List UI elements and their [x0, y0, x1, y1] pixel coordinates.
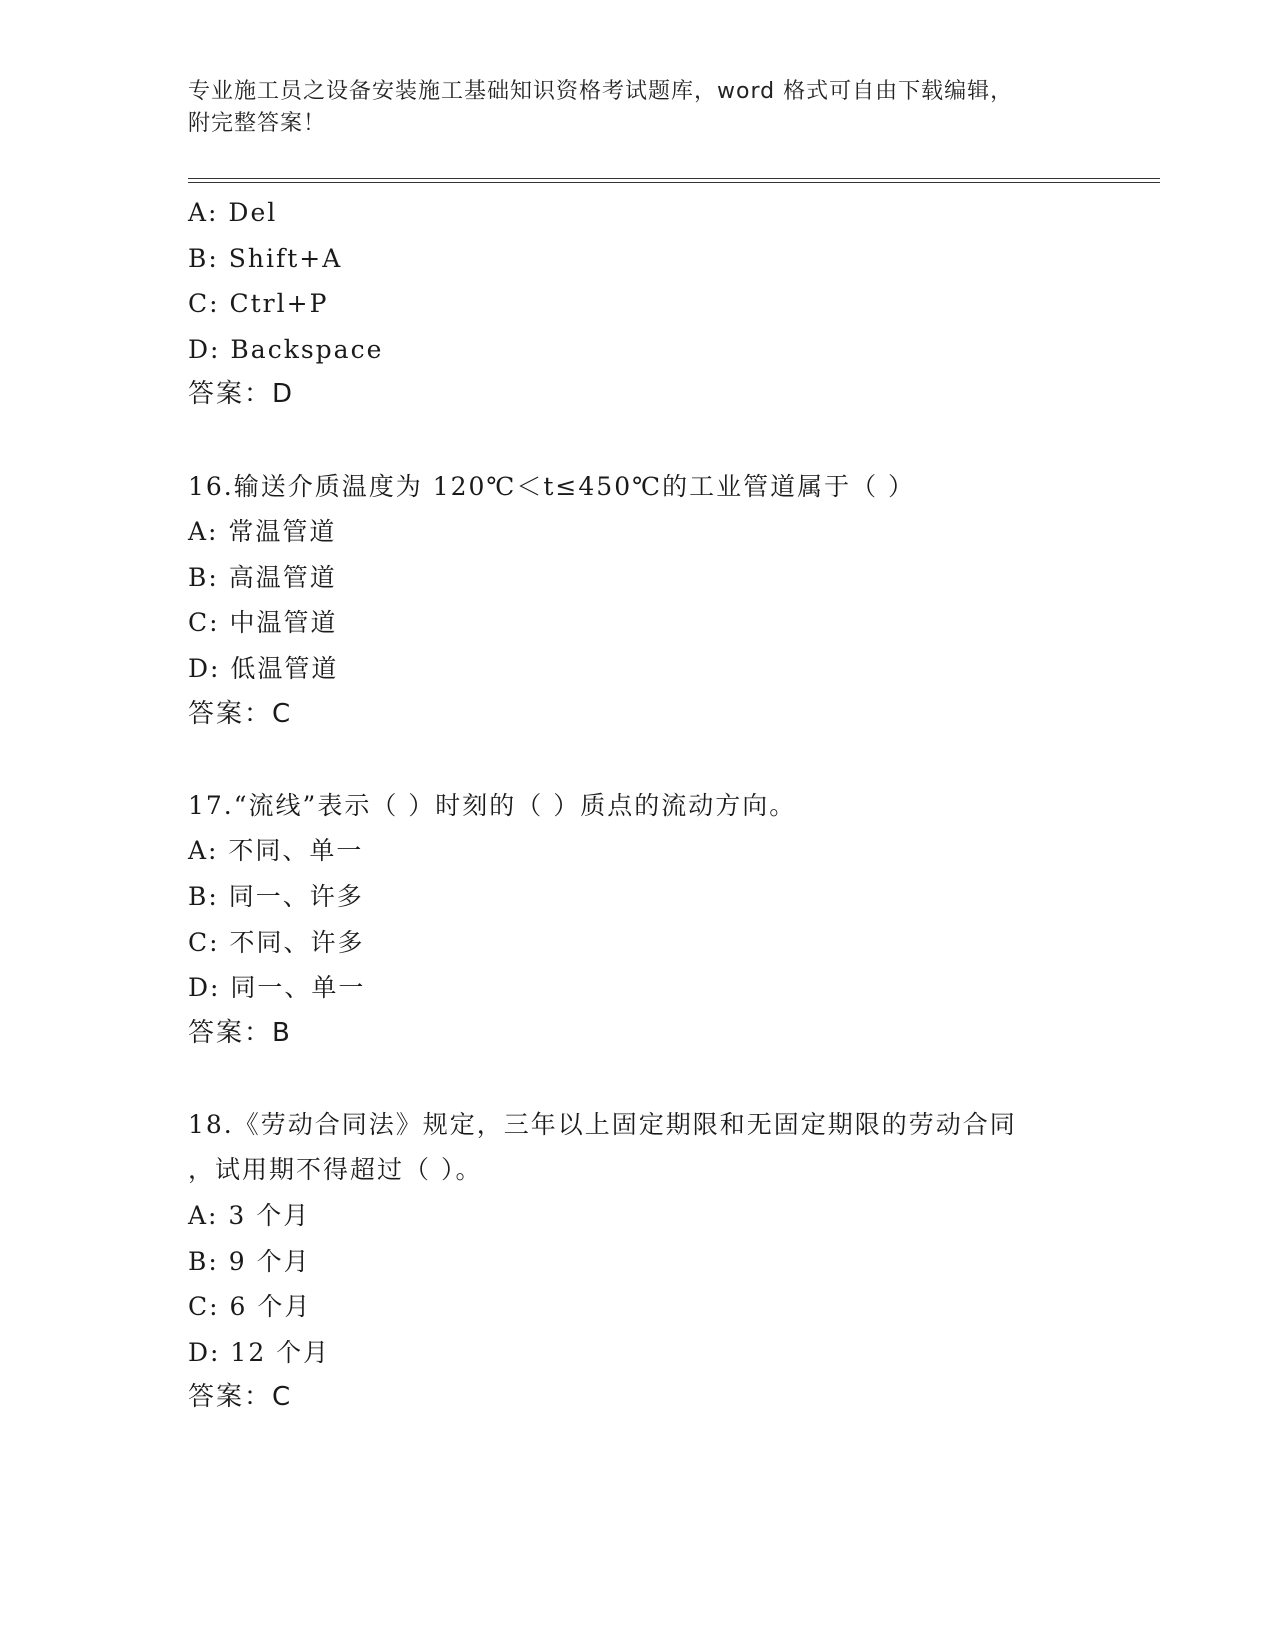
header-line-1: 专业施工员之设备安装施工基础知识资格考试题库，word 格式可自由下载编辑，	[188, 79, 1014, 104]
option-c: C: 不同、许多	[188, 927, 365, 957]
question-16	[188, 464, 1128, 738]
option-c: C: 中温管道	[188, 608, 338, 638]
option-d: D: 低温管道	[188, 653, 339, 683]
option-b: B: 高温管道	[188, 562, 337, 592]
option-d: D: 同一、单一	[188, 973, 366, 1003]
option-a: A: 3 个月	[188, 1201, 311, 1231]
question-text-line-1: 18.《劳动合同法》规定，三年以上固定期限和无固定期限的劳动合同	[188, 1109, 1017, 1139]
option-c: C: Ctrl+P	[188, 289, 329, 319]
question-15-continued	[188, 190, 1128, 418]
option-b: B: Shift+A	[188, 243, 343, 273]
question-text: 17.“流线”表示（ ）时刻的（ ）质点的流动方向。	[188, 790, 797, 820]
spacer	[188, 418, 1128, 464]
question-text: 16.输送介质温度为 120℃＜t≤450℃的工业管道属于（ ）	[188, 471, 916, 501]
question-17	[188, 783, 1128, 1057]
document-header	[188, 76, 1088, 140]
option-b: B: 9 个月	[188, 1246, 311, 1276]
option-a: A: 不同、单一	[188, 836, 364, 866]
option-a: A: 常温管道	[188, 517, 337, 547]
option-c: C: 6 个月	[188, 1292, 312, 1322]
header-divider	[188, 178, 1160, 183]
answer-line: 答案：D	[188, 379, 295, 410]
header-line-2: 附完整答案！	[188, 111, 327, 136]
answer-line: 答案：B	[188, 1017, 292, 1048]
option-a: A: Del	[188, 198, 278, 227]
answer-line: 答案：C	[188, 698, 293, 729]
spacer	[188, 1056, 1128, 1102]
option-d: D: 12 个月	[188, 1337, 331, 1367]
question-text-line-2: ，试用期不得超过（ ）。	[188, 1155, 483, 1185]
answer-line: 答案：C	[188, 1382, 293, 1413]
document-content	[188, 190, 1128, 1421]
question-18	[188, 1102, 1128, 1421]
option-d: D: Backspace	[188, 334, 384, 364]
option-b: B: 同一、许多	[188, 881, 364, 911]
spacer	[188, 737, 1128, 783]
